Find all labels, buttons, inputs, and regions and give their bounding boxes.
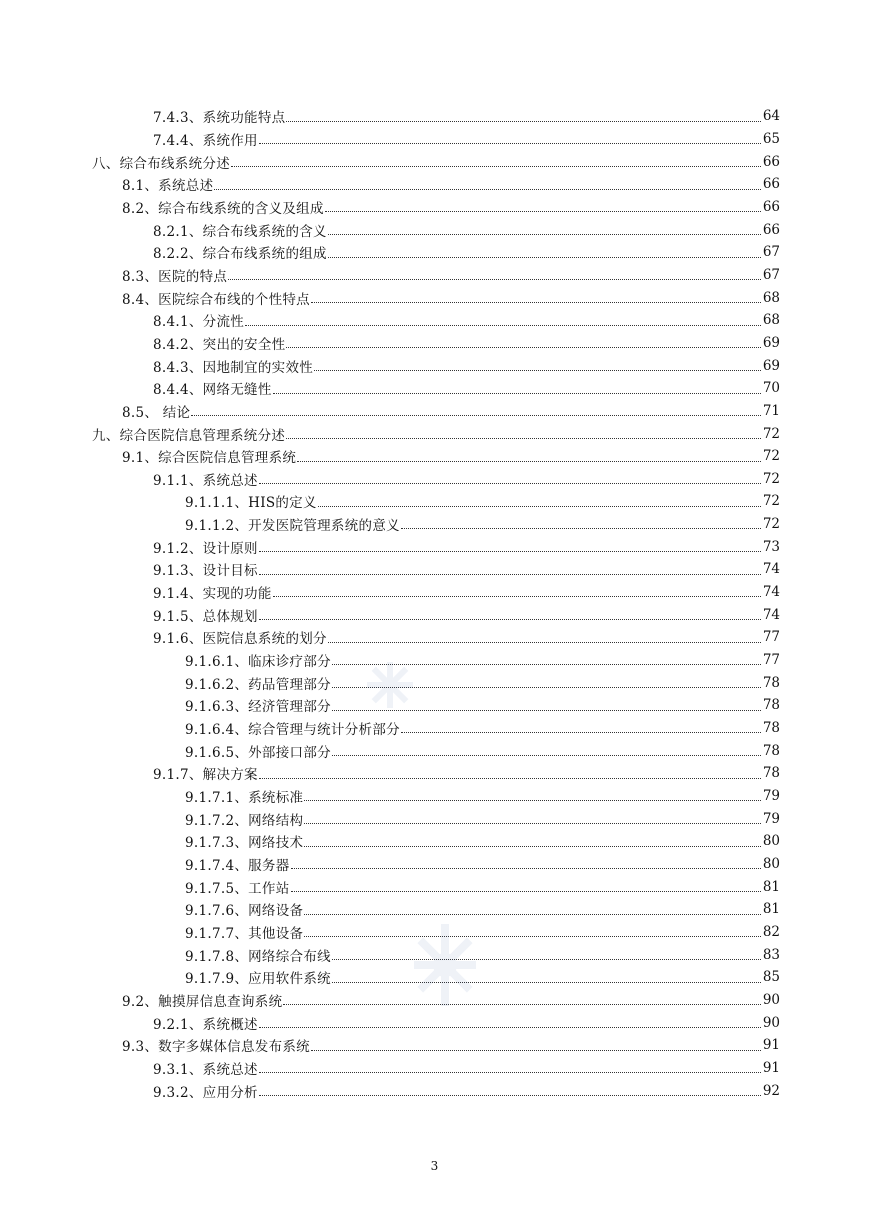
toc-dot-leader (259, 1071, 761, 1073)
toc-entry-title: 9.1.1.1、HIS的定义 (185, 495, 317, 512)
toc-entry[interactable] (0, 490, 869, 513)
toc-entry-title: 9.1.7.8、网络综合布线 (185, 948, 331, 965)
toc-entry-page: 72 (762, 516, 780, 533)
toc-dot-leader (259, 142, 761, 144)
toc-entry-page: 79 (762, 810, 780, 827)
toc-dot-leader (332, 981, 761, 983)
toc-entry-title: 9.2.1、系统概述 (153, 1016, 258, 1033)
toc-entry-title: 9.3.1、系统总述 (153, 1061, 258, 1078)
toc-dot-leader (311, 301, 761, 303)
toc-dot-leader (286, 120, 761, 122)
toc-entry[interactable] (0, 717, 869, 740)
toc-entry-page: 74 (762, 561, 780, 578)
toc-entry-page: 82 (762, 923, 780, 940)
toc-entry-title: 9.1、综合医院信息管理系统 (122, 450, 297, 467)
toc-entry[interactable] (0, 649, 869, 672)
toc-entry-page: 72 (762, 493, 780, 510)
toc-entry-title: 8.4.2、突出的安全性 (153, 336, 286, 353)
toc-entry[interactable] (0, 377, 869, 400)
toc-entry-page: 81 (762, 878, 780, 895)
toc-entry-title: 8.4.3、因地制宜的实效性 (153, 359, 314, 376)
toc-dot-leader (259, 777, 761, 779)
toc-entry-title: 9.3.2、应用分析 (153, 1084, 258, 1101)
toc-entry[interactable] (0, 332, 869, 355)
toc-dot-leader (328, 233, 761, 235)
toc-entry[interactable] (0, 921, 869, 944)
toc-dot-leader (191, 414, 761, 416)
toc-entry[interactable] (0, 739, 869, 762)
toc-dot-leader (259, 618, 761, 620)
toc-entry-title: 9.1.6.4、综合管理与统计分析部分 (185, 722, 400, 739)
toc-entry-title: 8.3、医院的特点 (122, 268, 228, 285)
toc-dot-leader (283, 1003, 761, 1005)
toc-entry-page: 70 (762, 380, 780, 397)
toc-entry-page: 91 (762, 1037, 780, 1054)
toc-dot-leader (286, 346, 761, 348)
toc-entry[interactable] (0, 807, 869, 830)
toc-entry-page: 66 (762, 198, 780, 215)
toc-entry-page: 72 (762, 425, 780, 442)
toc-dot-leader (304, 845, 761, 847)
toc-entry[interactable] (0, 1011, 869, 1034)
toc-entry-page: 69 (762, 357, 780, 374)
toc-dot-leader (291, 890, 761, 892)
toc-entry[interactable] (0, 354, 869, 377)
toc-entry[interactable] (0, 286, 869, 309)
toc-entry[interactable] (0, 875, 869, 898)
toc-entry[interactable] (0, 853, 869, 876)
toc-entry-title: 9.1.6.2、药品管理部分 (185, 676, 331, 693)
toc-entry[interactable] (0, 966, 869, 989)
toc-entry-page: 77 (762, 629, 780, 646)
toc-entry-title: 9.1.2、设计原则 (153, 540, 258, 557)
toc-dot-leader (332, 686, 761, 688)
toc-dot-leader (332, 958, 761, 960)
toc-dot-leader (401, 527, 761, 529)
toc-entry-title: 8.4.4、网络无缝性 (153, 382, 272, 399)
toc-entry[interactable] (0, 581, 869, 604)
toc-entry-page: 80 (762, 855, 780, 872)
toc-entry[interactable] (0, 626, 869, 649)
toc-entry-title: 八、综合布线系统分述 (92, 155, 230, 172)
toc-entry-title: 9.1.3、设计目标 (153, 563, 258, 580)
toc-entry-page: 67 (762, 266, 780, 283)
toc-entry-page: 81 (762, 901, 780, 918)
toc-entry[interactable] (0, 535, 869, 558)
toc-entry-title: 9.1.7.4、服务器 (185, 857, 290, 874)
toc-entry[interactable] (0, 105, 869, 128)
toc-entry-title: 9.1.4、实现的功能 (153, 586, 272, 603)
toc-entry[interactable] (0, 558, 869, 581)
toc-entry-title: 9.1.6、医院信息系统的划分 (153, 631, 327, 648)
toc-dot-leader (231, 165, 761, 167)
toc-entry-title: 9.1.7.9、应用软件系统 (185, 971, 331, 988)
table-of-contents (0, 105, 869, 1102)
toc-entry-page: 78 (762, 720, 780, 737)
toc-entry[interactable] (0, 671, 869, 694)
toc-dot-leader (328, 256, 761, 258)
toc-entry[interactable] (0, 513, 869, 536)
toc-entry[interactable] (0, 241, 869, 264)
toc-entry[interactable] (0, 264, 869, 287)
toc-entry[interactable] (0, 445, 869, 468)
toc-entry[interactable] (0, 422, 869, 445)
toc-dot-leader (332, 709, 761, 711)
toc-entry-title: 9.1.7.2、网络结构 (185, 812, 304, 829)
toc-dot-leader (325, 210, 761, 212)
toc-entry-title: 9.2、触摸屏信息查询系统 (122, 993, 283, 1010)
toc-entry-page: 74 (762, 606, 780, 623)
toc-dot-leader (304, 799, 761, 801)
toc-entry-title: 8.4.1、分流性 (153, 314, 245, 331)
toc-entry-page: 90 (762, 1014, 780, 1031)
toc-entry-page: 72 (762, 448, 780, 465)
toc-entry-title: 7.4.3、系统功能特点 (153, 110, 286, 127)
toc-dot-leader (297, 460, 761, 462)
toc-entry-title: 九、综合医院信息管理系统分述 (92, 427, 286, 444)
toc-dot-leader (304, 935, 761, 937)
toc-entry-page: 77 (762, 652, 780, 669)
toc-entry[interactable] (0, 1057, 869, 1080)
toc-entry-page: 78 (762, 765, 780, 782)
toc-dot-leader (401, 731, 761, 733)
toc-entry-page: 71 (762, 402, 780, 419)
toc-entry[interactable] (0, 898, 869, 921)
toc-dot-leader (259, 573, 761, 575)
toc-dot-leader (214, 188, 761, 190)
toc-dot-leader (259, 550, 761, 552)
toc-entry-title: 8.4、医院综合布线的个性特点 (122, 291, 310, 308)
toc-entry-page: 83 (762, 946, 780, 963)
toc-dot-leader (259, 1094, 761, 1096)
toc-entry-page: 66 (762, 176, 780, 193)
toc-entry[interactable] (0, 762, 869, 785)
toc-entry-title: 9.1.7.1、系统标准 (185, 790, 304, 807)
toc-dot-leader (332, 754, 761, 756)
toc-entry[interactable] (0, 173, 869, 196)
toc-entry-title: 8.1、系统总述 (122, 178, 214, 195)
toc-entry-page: 68 (762, 289, 780, 306)
toc-dot-leader (328, 641, 761, 643)
toc-dot-leader (304, 913, 761, 915)
toc-entry-page: 78 (762, 742, 780, 759)
toc-dot-leader (304, 822, 761, 824)
toc-entry-title: 9.1.1.2、开发医院管理系统的意义 (185, 518, 400, 535)
toc-entry[interactable] (0, 309, 869, 332)
toc-dot-leader (314, 369, 761, 371)
toc-dot-leader (318, 505, 761, 507)
toc-dot-leader (228, 278, 761, 280)
toc-entry-page: 91 (762, 1059, 780, 1076)
toc-dot-leader (291, 867, 761, 869)
toc-entry-title: 8.5、 结论 (122, 404, 191, 421)
toc-dot-leader (259, 1026, 761, 1028)
toc-dot-leader (273, 595, 761, 597)
toc-entry-page: 74 (762, 584, 780, 601)
toc-entry-page: 65 (762, 130, 780, 147)
toc-entry-page: 72 (762, 470, 780, 487)
toc-entry[interactable] (0, 694, 869, 717)
toc-entry-page: 79 (762, 788, 780, 805)
toc-dot-leader (332, 663, 761, 665)
toc-entry-title: 9.1.7、解决方案 (153, 767, 258, 784)
toc-entry-title: 9.1.6.5、外部接口部分 (185, 744, 331, 761)
toc-entry-page: 73 (762, 538, 780, 555)
toc-entry-page: 69 (762, 334, 780, 351)
toc-entry[interactable] (0, 603, 869, 626)
toc-entry-page: 85 (762, 969, 780, 986)
toc-entry-page: 68 (762, 312, 780, 329)
toc-entry-page: 80 (762, 833, 780, 850)
toc-entry[interactable] (0, 785, 869, 808)
toc-entry-page: 64 (762, 108, 780, 125)
toc-entry-title: 9.1.7.3、网络技术 (185, 835, 304, 852)
toc-dot-leader (245, 324, 761, 326)
toc-entry[interactable] (0, 943, 869, 966)
toc-entry-title: 9.1.7.7、其他设备 (185, 925, 304, 942)
toc-entry[interactable] (0, 400, 869, 423)
toc-entry[interactable] (0, 830, 869, 853)
toc-entry-title: 9.1.6.1、临床诊疗部分 (185, 654, 331, 671)
toc-entry-page: 66 (762, 221, 780, 238)
toc-entry-page: 90 (762, 991, 780, 1008)
toc-entry-title: 8.2、综合布线系统的含义及组成 (122, 200, 324, 217)
toc-entry-title: 8.2.1、综合布线系统的含义 (153, 223, 327, 240)
toc-entry[interactable] (0, 989, 869, 1012)
toc-entry-page: 66 (762, 153, 780, 170)
toc-entry[interactable] (0, 468, 869, 491)
toc-entry-title: 9.1.7.5、工作站 (185, 880, 290, 897)
toc-entry-title: 9.1.1、系统总述 (153, 472, 258, 489)
toc-entry-page: 78 (762, 674, 780, 691)
toc-entry[interactable] (0, 196, 869, 219)
toc-entry[interactable] (0, 218, 869, 241)
page-number: 3 (430, 1159, 439, 1173)
toc-entry-title: 9.1.5、总体规划 (153, 608, 258, 625)
toc-dot-leader (311, 1049, 761, 1051)
toc-entry[interactable] (0, 1079, 869, 1102)
toc-entry-title: 9.3、数字多媒体信息发布系统 (122, 1039, 310, 1056)
toc-entry-page: 92 (762, 1082, 780, 1099)
toc-entry-title: 7.4.4、系统作用 (153, 132, 258, 149)
toc-entry[interactable] (0, 128, 869, 151)
toc-entry-title: 8.2.2、综合布线系统的组成 (153, 246, 327, 263)
toc-entry-page: 67 (762, 244, 780, 261)
toc-dot-leader (259, 482, 761, 484)
toc-entry-title: 9.1.7.6、网络设备 (185, 903, 304, 920)
toc-entry[interactable] (0, 1034, 869, 1057)
toc-entry-page: 78 (762, 697, 780, 714)
toc-dot-leader (286, 437, 761, 439)
toc-entry-title: 9.1.6.3、经济管理部分 (185, 699, 331, 716)
toc-dot-leader (273, 392, 761, 394)
toc-entry[interactable] (0, 150, 869, 173)
